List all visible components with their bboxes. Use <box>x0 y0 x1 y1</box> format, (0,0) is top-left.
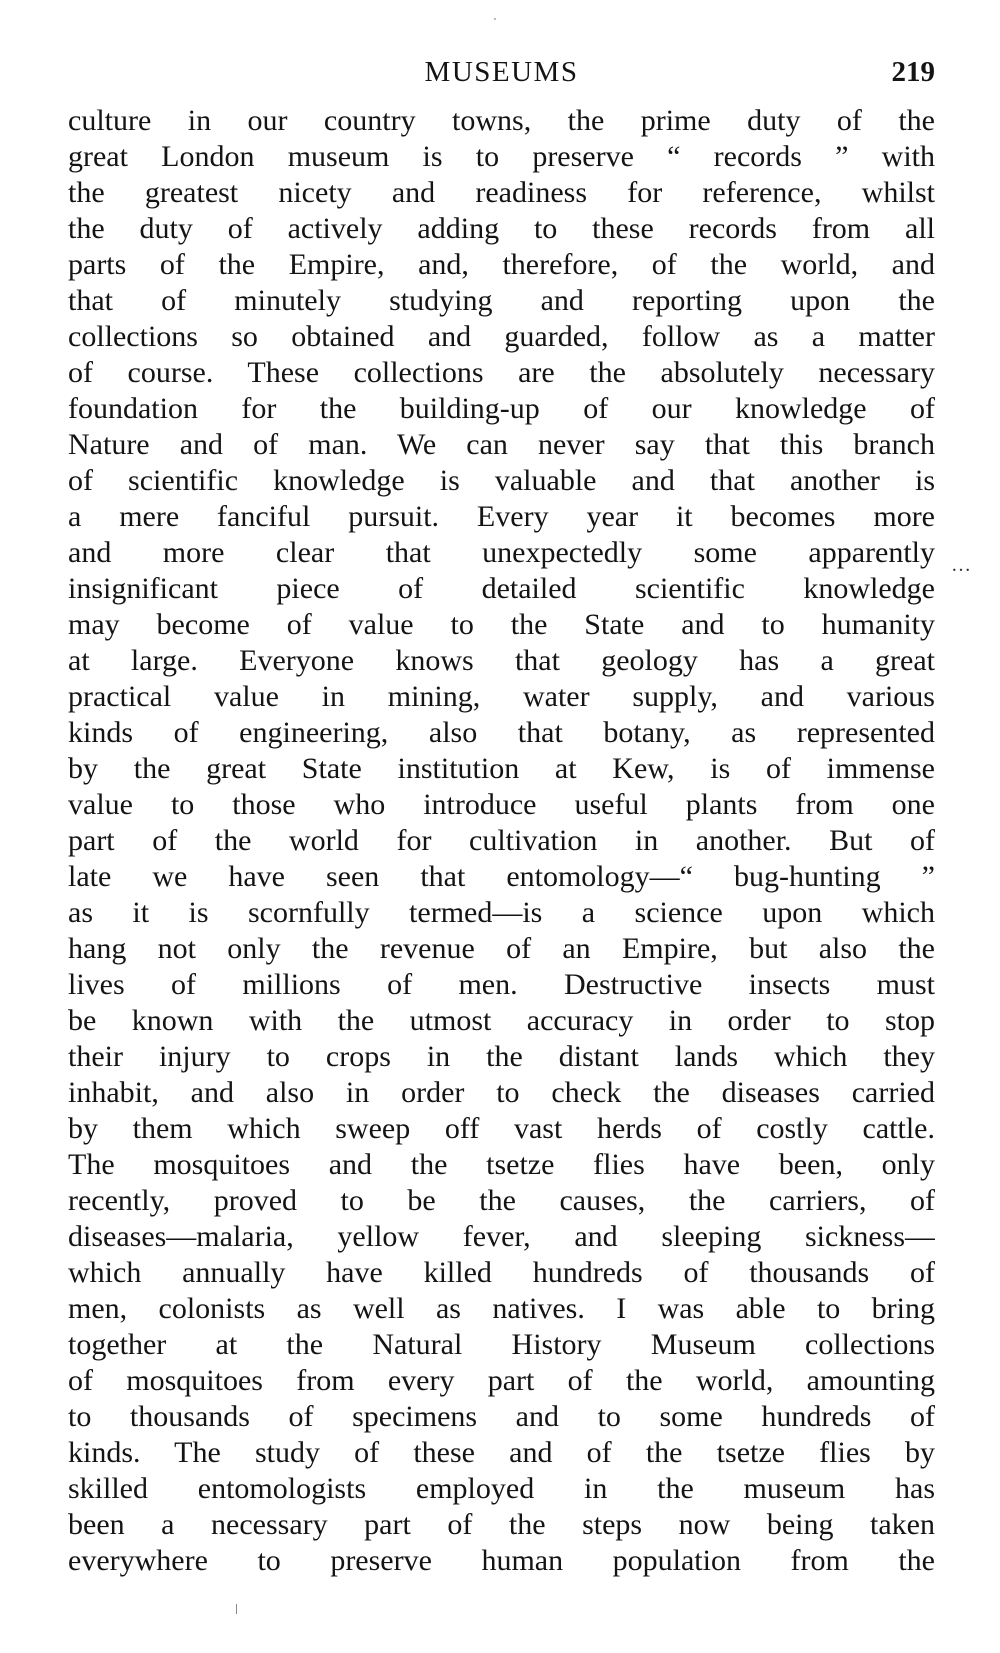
text-line: may become of value to the State and to humanity <box>68 608 935 641</box>
page-header <box>68 52 935 92</box>
text-line: recently, proved to be the causes, the carriers, of <box>68 1184 935 1217</box>
text-line: foundation for the building-up of our knowledge of <box>68 392 935 425</box>
text-line: by them which sweep off vast herds of costly cattle. <box>68 1112 935 1145</box>
text-line: which annually have killed hundreds of thousands of <box>68 1256 935 1289</box>
margin-mark: … <box>951 554 971 576</box>
text-line: hang not only the revenue of an Empire, but also the <box>68 932 935 965</box>
body-text <box>68 103 935 1579</box>
text-line: great London museum is to preserve “ records ” with <box>68 140 935 173</box>
text-line: together at the Natural History Museum collections <box>68 1328 935 1361</box>
text-line: Nature and of man. We can never say that this branch <box>68 428 935 461</box>
text-line: kinds of engineering, also that botany, as represented <box>68 716 935 749</box>
text-line: The mosquitoes and the tsetze flies have been, only <box>68 1148 935 1181</box>
text-line: been a necessary part of the steps now being taken <box>68 1508 935 1541</box>
text-line: be known with the utmost accuracy in order to stop <box>68 1004 935 1037</box>
text-line: of scientific knowledge is valuable and that another is <box>68 464 935 497</box>
text-line: lives of millions of men. Destructive insects must <box>68 968 935 1001</box>
text-line: by the great State institution at Kew, is of immense <box>68 752 935 785</box>
text-line: as it is scornfully termed—is a science upon which <box>68 896 935 929</box>
text-line: of mosquitoes from every part of the world, amounting <box>68 1364 935 1397</box>
text-line: skilled entomologists employed in the museum has <box>68 1472 935 1505</box>
text-line: the greatest nicety and readiness for reference, whilst <box>68 176 935 209</box>
text-line: men, colonists as well as natives. I was able to bring <box>68 1292 935 1325</box>
text-line: of course. These collections are the absolutely necessary <box>68 356 935 389</box>
text-line: inhabit, and also in order to check the diseases carried <box>68 1076 935 1109</box>
text-line: kinds. The study of these and of the tsetze flies by <box>68 1436 935 1469</box>
text-line: late we have seen that entomology—“ bug-hunting ” <box>68 860 935 893</box>
text-line: practical value in mining, water supply, and various <box>68 680 935 713</box>
page-number: 219 <box>891 56 935 88</box>
page-speck <box>494 18 496 20</box>
text-line: value to those who introduce useful plants from one <box>68 788 935 821</box>
running-head: MUSEUMS <box>424 56 579 88</box>
text-line: everywhere to preserve human population from the <box>68 1544 935 1577</box>
text-line: a mere fanciful pursuit. Every year it becomes more <box>68 500 935 533</box>
text-line: their injury to crops in the distant lands which they <box>68 1040 935 1073</box>
text-line: at large. Everyone knows that geology has a great <box>68 644 935 677</box>
text-line: and more clear that unexpectedly some apparently <box>68 536 935 569</box>
page-speck <box>236 1604 237 1614</box>
text-line: diseases—malaria, yellow fever, and sleeping sickness— <box>68 1220 935 1253</box>
text-line: to thousands of specimens and to some hundreds of <box>68 1400 935 1433</box>
text-line: the duty of actively adding to these records from all <box>68 212 935 245</box>
text-line: parts of the Empire, and, therefore, of the world, and <box>68 248 935 281</box>
text-line: part of the world for cultivation in another. But of <box>68 824 935 857</box>
text-line: culture in our country towns, the prime duty of the <box>68 104 935 137</box>
text-line: collections so obtained and guarded, follow as a matter <box>68 320 935 353</box>
text-line: that of minutely studying and reporting upon the <box>68 284 935 317</box>
text-line: insignificant piece of detailed scientific knowledge <box>68 572 935 605</box>
